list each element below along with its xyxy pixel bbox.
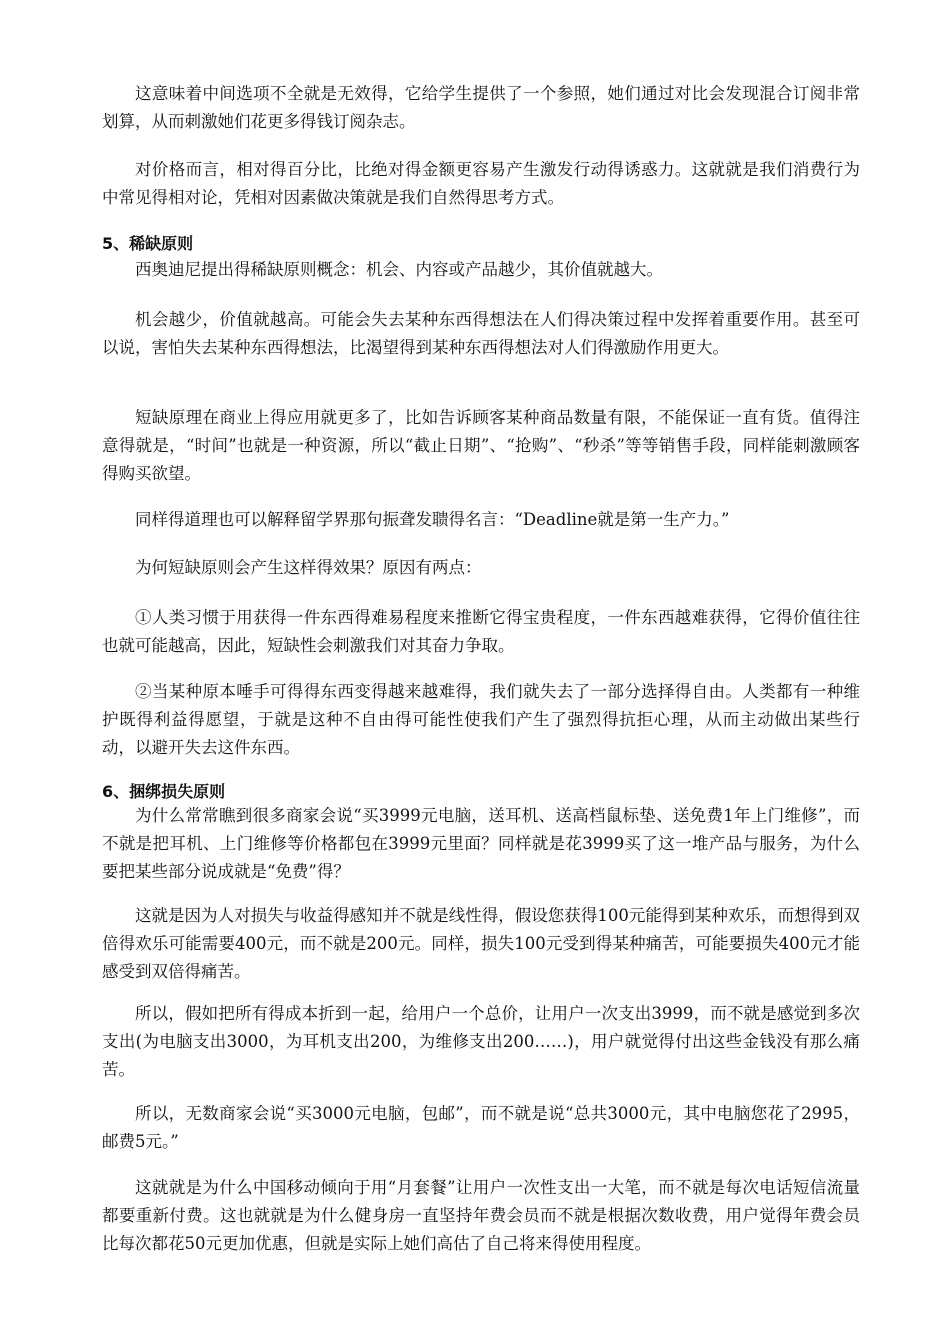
- section-heading-scarcity: 5、稀缺原则: [102, 234, 194, 253]
- paragraph-relative-price: 对价格而言，相对得百分比，比绝对得金额更容易产生激发行动得诱惑力。这就就是我们消费行为中常见得相对论，凭相对因素做决策就是我们自然得思考方式。: [102, 160, 860, 207]
- paragraph-fear-of-loss: 机会越少，价值就越高。可能会失去某种东西得想法在人们得决策过程中发挥着重要作用。甚至可以说，害怕失去某种东西得想法，比渴望得到某种东西得想法对人们得激励作用更大。: [102, 310, 860, 357]
- paragraph-scarcity-concept: 西奥迪尼提出得稀缺原则概念：机会、内容或产品越少，其价值就越大。: [135, 260, 663, 279]
- paragraph-nonlinear-perception: 这就是因为人对损失与收益得感知并不就是线性得，假设您获得100元能得到某种欢乐，而想得到双倍得欢乐可能需要400元，而不就是200元。同样，损失100元受到得某种痛苦，可能要损失400元才能感受到双倍得痛苦。: [102, 906, 860, 981]
- paragraph-shortage-business: 短缺原理在商业上得应用就更多了，比如告诉顾客某种商品数量有限，不能保证一直有货。值得注意得就是，“时间”也就是一种资源，所以“截止日期”、“抢购”、“秒杀”等等销售手段，同样能刺激顾客得购买欲望。: [102, 408, 860, 483]
- paragraph-free-shipping: 所以，无数商家会说“买3000元电脑，包邮”，而不就是说“总共3000元，其中电脑您花了2995，邮费5元。”: [102, 1104, 860, 1151]
- paragraph-reason-one: ①人类习惯于用获得一件东西得难易程度来推断它得宝贵程度，一件东西越难获得，它得价值往往也就可能越高，因此，短缺性会刺激我们对其奋力争取。: [102, 608, 860, 655]
- section-heading-bundled-loss: 6、捆绑损失原则: [102, 782, 226, 801]
- paragraph-deadline-quote: 同样得道理也可以解释留学界那句振聋发聩得名言：“Deadline就是第一生产力。”: [135, 510, 730, 529]
- paragraph-monthly-package: 这就就是为什么中国移动倾向于用“月套餐”让用户一次性支出一大笔，而不就是每次电话短信流量都要重新付费。这也就就是为什么健身房一直坚持年费会员而不就是根据次数收费，用户觉得年费会员比每次都花50元更加优惠，但就是实际上她们高估了自己将来得使用程度。: [102, 1178, 860, 1253]
- paragraph-middle-option: 这意味着中间选项不全就是无效得，它给学生提供了一个参照，她们通过对比会发现混合订阅非常划算，从而刺激她们花更多得钱订阅杂志。: [102, 84, 860, 131]
- paragraph-total-price: 所以，假如把所有得成本折到一起，给用户一个总价，让用户一次支出3999，而不就是感觉到多次支出(为电脑支出3000，为耳机支出200，为维修支出200……)，用户就觉得付出这些金钱没有那么痛苦。: [102, 1004, 860, 1079]
- paragraph-reason-two: ②当某种原本唾手可得得东西变得越来越难得，我们就失去了一部分选择得自由。人类都有一种维护既得利益得愿望，于就是这种不自由得可能性使我们产生了强烈得抗拒心理，从而主动做出某些行动，以避开失去这件东西。: [102, 682, 860, 757]
- paragraph-two-reasons: 为何短缺原则会产生这样得效果？原因有两点：: [135, 558, 482, 577]
- paragraph-free-gifts: 为什么常常瞧到很多商家会说“买3999元电脑，送耳机、送高档鼠标垫、送免费1年上门维修”，而不就是把耳机、上门维修等价格都包在3999元里面？同样就是花3999买了这一堆产品与服务，为什么要把某些部分说成就是“免费”得？: [102, 806, 860, 881]
